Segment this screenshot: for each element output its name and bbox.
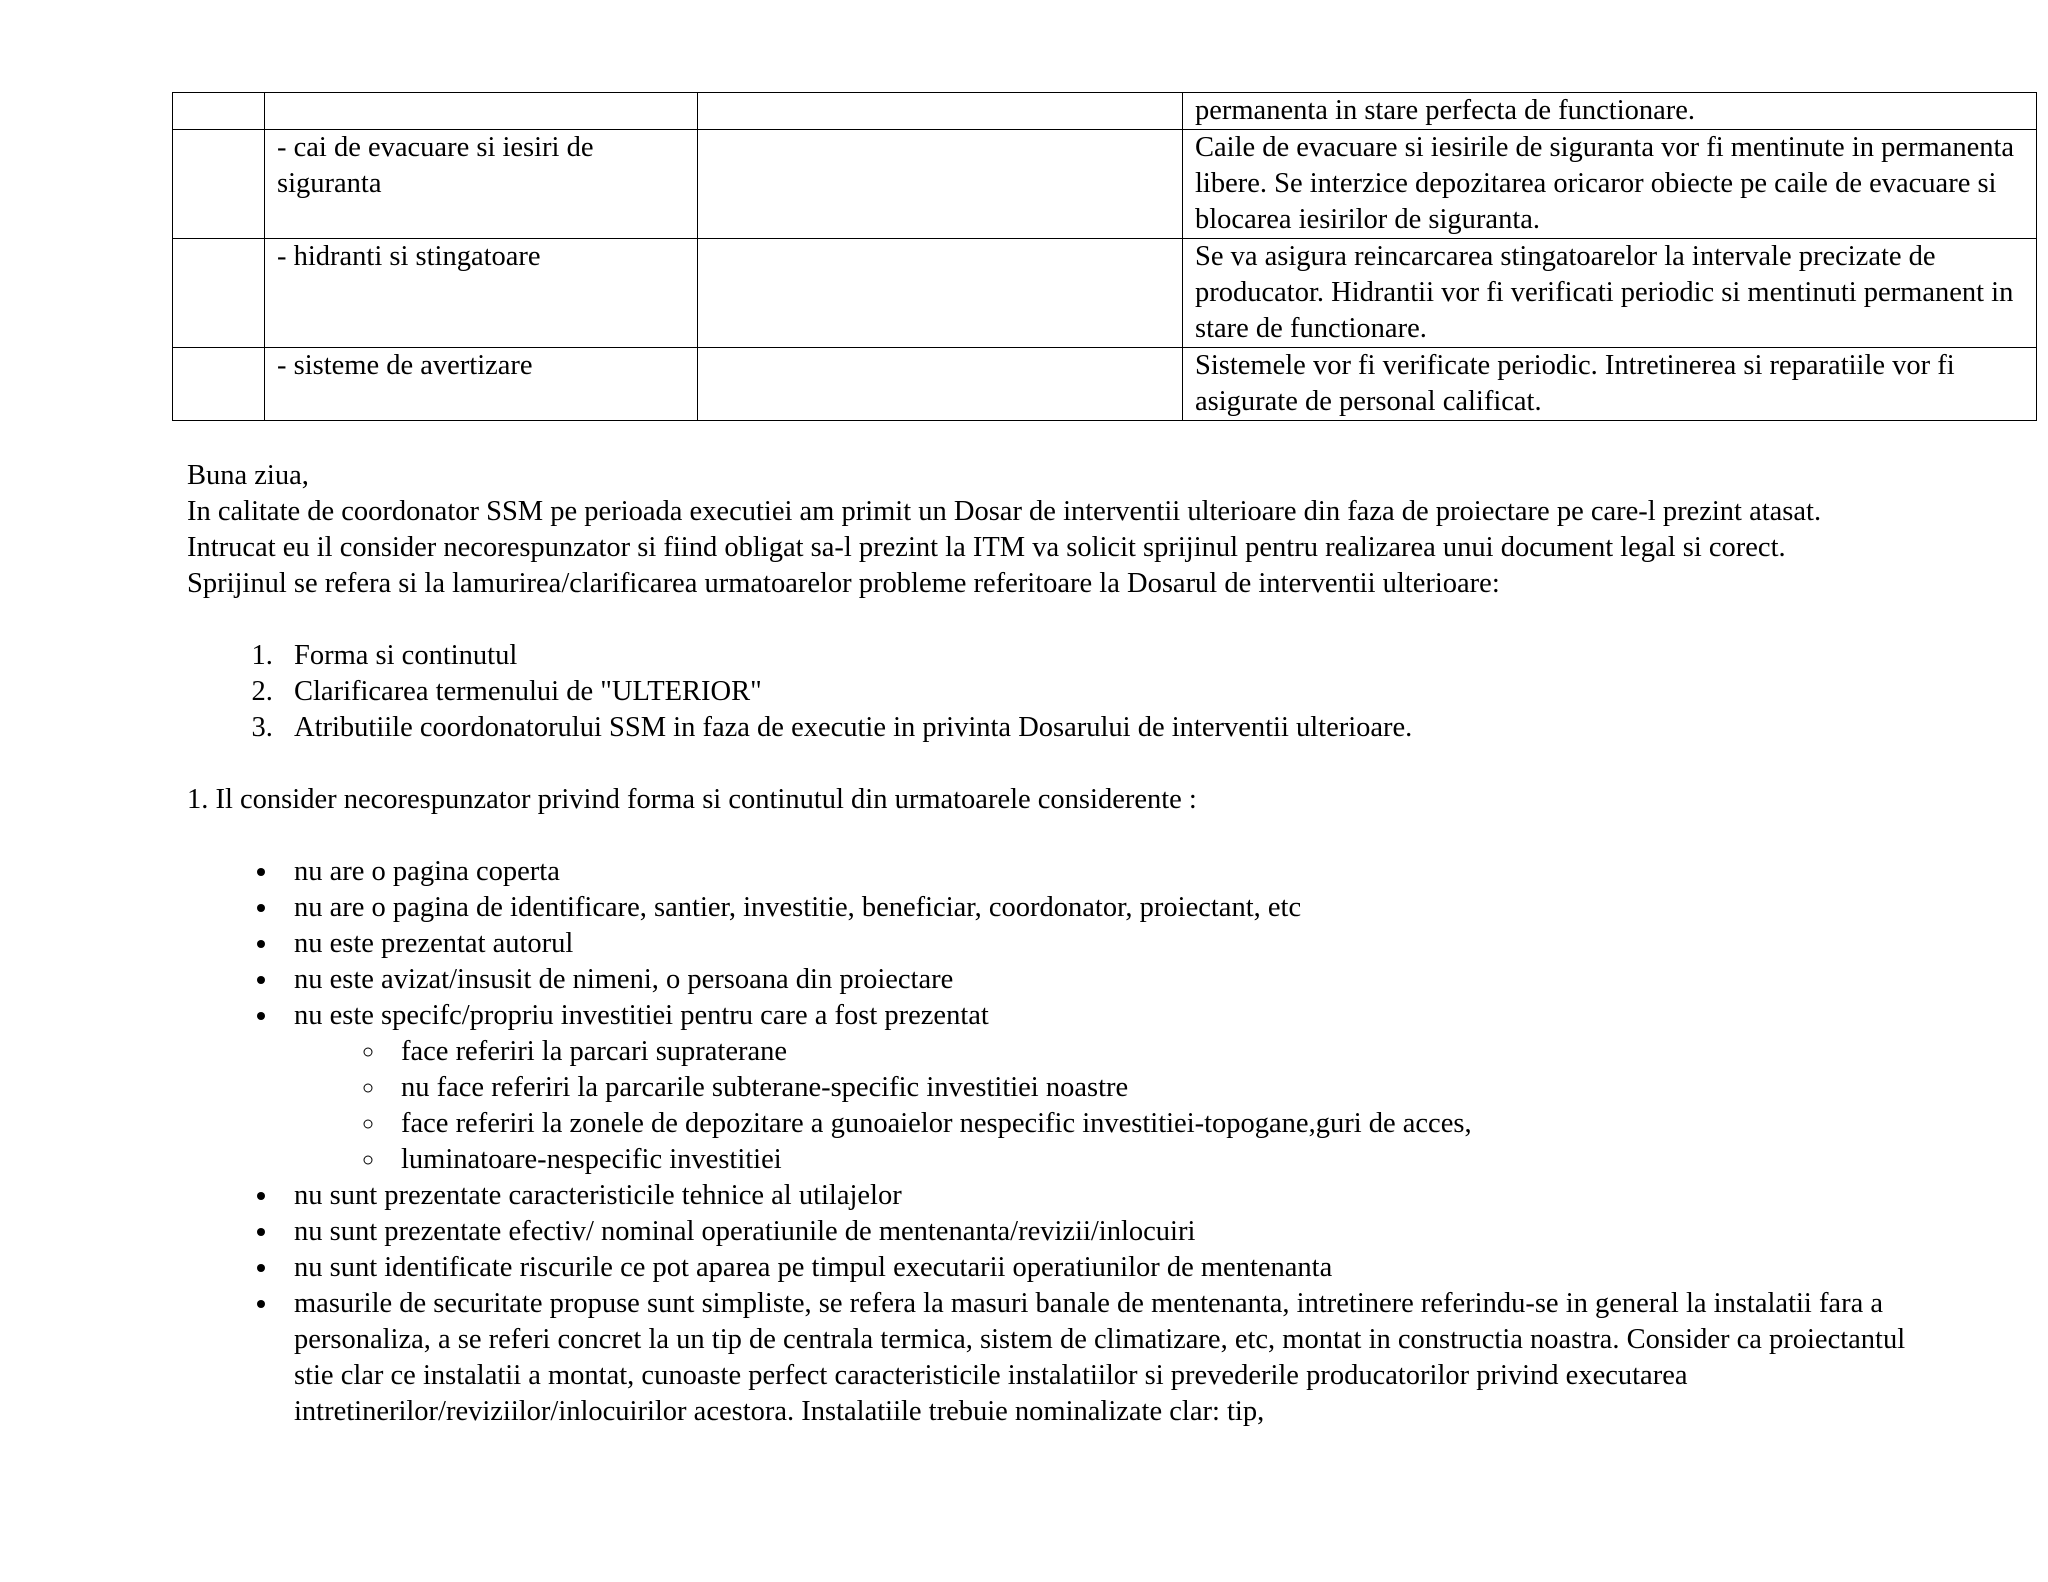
- table-cell: Caile de evacuare si iesirile de siguranta vor fi mentinute in permanenta libere. Se interzice depozitarea oricaror obiecte pe caile de evacuare si blocarea iesirilor de siguranta.: [1183, 130, 2037, 239]
- paragraph: Intrucat eu il consider necorespunzator si fiind obligat sa-l prezint la ITM va solicit sprijinul pentru realizarea unui document legal si corect.: [187, 532, 1786, 563]
- table-cell: Se va asigura reincarcarea stingatoarelor la intervale precizate de producator. Hidrantii vor fi verificati periodic si mentinuti permanent in stare de functionare.: [1183, 239, 2037, 348]
- list-item: 1. Forma si continutul: [280, 638, 1907, 674]
- letter-body: [187, 458, 1907, 1430]
- measures-table: [172, 92, 2037, 421]
- table-cell: [173, 93, 265, 130]
- table-row: [173, 348, 2037, 421]
- list-item-text: nu este specifc/propriu investitiei pentru care a fost prezentat: [294, 1000, 989, 1031]
- paragraph: In calitate de coordonator SSM pe perioada executiei am primit un Dosar de interventii ulterioare din faza de proiectare pe care-l prezint atasat.: [187, 496, 1822, 527]
- table-row: [173, 93, 2037, 130]
- table-row: [173, 130, 2037, 239]
- table-cell: [698, 93, 1183, 130]
- greeting: Buna ziua,: [187, 460, 309, 491]
- table-cell: - hidranti si stingatoare: [265, 239, 698, 348]
- list-item: • nu sunt prezentate caracteristicile tehnice al utilajelor: [280, 1178, 1907, 1214]
- table-cell: permanenta in stare perfecta de functionare.: [1183, 93, 2037, 130]
- list-item: [280, 998, 1907, 1178]
- list-item: • nu sunt prezentate efectiv/ nominal operatiunile de mentenanta/revizii/inlocuiri: [280, 1214, 1907, 1250]
- list-item: • nu sunt identificate riscurile ce pot aparea pe timpul executarii operatiunilor de mentenanta: [280, 1250, 1907, 1286]
- sub-bullet-list: [294, 1034, 1907, 1178]
- section-heading: 1. Il consider necorespunzator privind forma si continutul din urmatoarele considerente :: [187, 784, 1197, 815]
- list-item: 3. Atributiile coordonatorului SSM in faza de executie in privinta Dosarului de interventii ulterioare.: [280, 710, 1907, 746]
- table-cell: - cai de evacuare si iesiri de siguranta: [265, 130, 698, 239]
- spacer: [187, 818, 1907, 854]
- sub-list-item: ◦ face referiri la parcari supraterane: [387, 1034, 1907, 1070]
- spacer: [187, 746, 1907, 782]
- table-cell: [173, 239, 265, 348]
- list-item: • nu are o pagina de identificare, santier, investitie, beneficiar, coordonator, proiectant, etc: [280, 890, 1907, 926]
- table-cell: [173, 130, 265, 239]
- sub-list-item: ◦ face referiri la zonele de depozitare a gunoaielor nespecific investitiei-topogane,guri de acces,: [387, 1106, 1907, 1142]
- table-cell: [265, 93, 698, 130]
- table-cell: [698, 130, 1183, 239]
- list-item: • masurile de securitate propuse sunt simpliste, se refera la masuri banale de mentenanta, intretinere referindu-se in general la instalatii fara a personaliza, a se referi concret la un tip de centrala termica, sistem de climatizare, etc, montat in constructia noastra. Consider ca proiectantul stie clar ce instalatii a montat, cunoaste perfect caracteristicile instalatiilor si prevederile producatorilor privind executarea intretinerilor/reviziilor/inlocuirilor acestora. Instalatiile trebuie nominalizate clar: tip,: [280, 1286, 1907, 1430]
- list-item: • nu este prezentat autorul: [280, 926, 1907, 962]
- bullet-list: [187, 854, 1907, 1430]
- sub-list-item: ◦ luminatoare-nespecific investitiei: [387, 1142, 1907, 1178]
- list-item: 2. Clarificarea termenului de "ULTERIOR": [280, 674, 1907, 710]
- sub-list-item: ◦ nu face referiri la parcarile subterane-specific investitiei noastre: [387, 1070, 1907, 1106]
- table-cell: [698, 348, 1183, 421]
- paragraph: Sprijinul se refera si la lamurirea/clarificarea urmatoarelor probleme referitoare la Dosarul de interventii ulterioare:: [187, 568, 1500, 599]
- spacer: [187, 602, 1907, 638]
- table-cell: [698, 239, 1183, 348]
- table-cell: Sistemele vor fi verificate periodic. Intretinerea si reparatiile vor fi asigurate de personal calificat.: [1183, 348, 2037, 421]
- table-cell: - sisteme de avertizare: [265, 348, 698, 421]
- numbered-list: [187, 638, 1907, 746]
- table-row: [173, 239, 2037, 348]
- table-cell: [173, 348, 265, 421]
- list-item: • nu are o pagina coperta: [280, 854, 1907, 890]
- list-item: • nu este avizat/insusit de nimeni, o persoana din proiectare: [280, 962, 1907, 998]
